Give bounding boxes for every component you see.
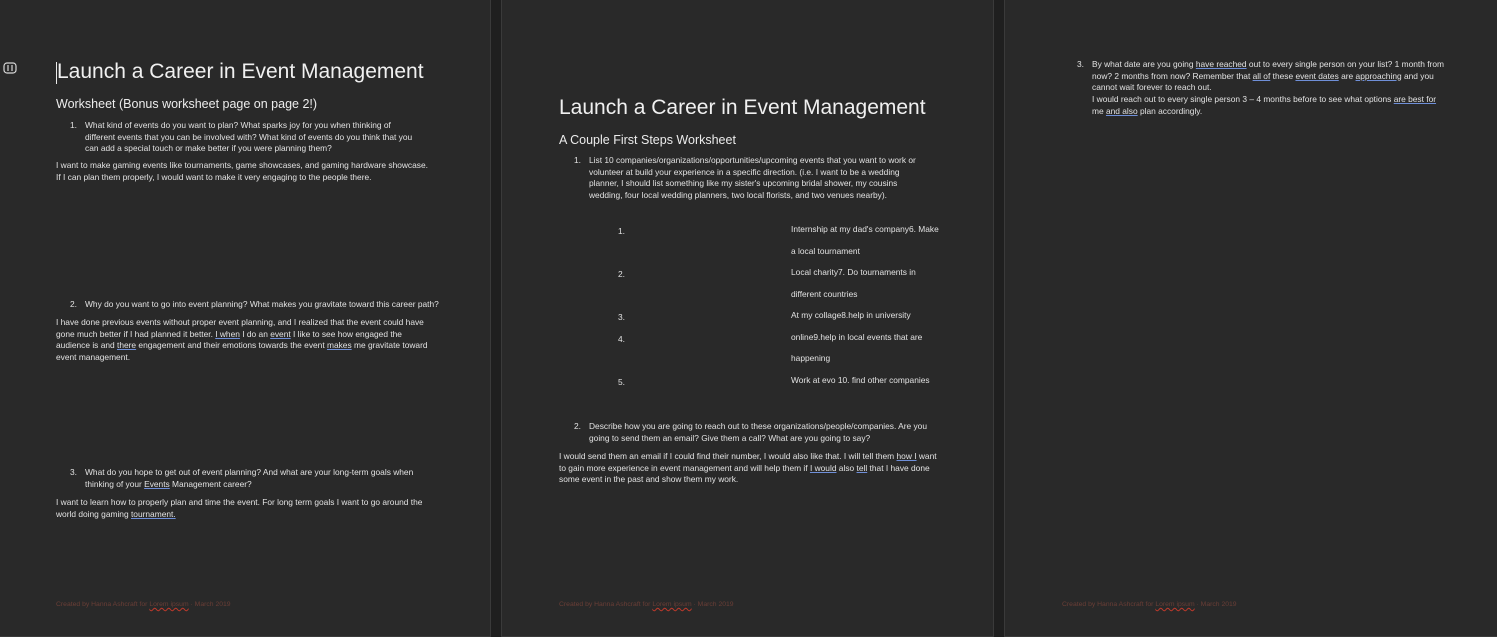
answer-text: I would send them an email if I could find their number, I would also like that. I will tell them xyxy=(559,451,897,461)
list-line: At my collage8.help in university xyxy=(791,310,911,320)
answer-text: I would reach out to every single person 3 – 4 months before to see what options xyxy=(1092,94,1394,104)
list-number: 4. xyxy=(618,334,625,344)
grammar-flag[interactable]: all of xyxy=(1252,70,1271,81)
question-text xyxy=(1077,59,1447,94)
list-number: 1. xyxy=(618,226,625,236)
grammar-flag[interactable]: I when xyxy=(215,328,240,339)
answer-1[interactable]: I want to make gaming events like tournaments, game showcases, and gaming hardware showcase. If I can plan them properly, I would want to make it very engaging to the people there. xyxy=(56,160,428,182)
footer-text: Created by Hanna Ashcraft for xyxy=(1062,601,1156,608)
grammar-flag[interactable]: are best for xyxy=(1393,94,1437,104)
question-text-part: Management career? xyxy=(169,478,252,489)
question-number: 3. xyxy=(70,467,77,477)
grammar-flag[interactable]: Events xyxy=(144,478,170,489)
answer-text: I like to see how engaged the audience is and xyxy=(56,328,402,350)
answer-text: that I have done some event in the past and show them my work. xyxy=(559,462,930,484)
list-number: 5. xyxy=(618,377,625,387)
answer-text: me xyxy=(1092,105,1106,116)
spelling-flag[interactable]: Lorem ipsum xyxy=(1155,601,1195,608)
question-1[interactable] xyxy=(574,155,926,201)
question-3[interactable] xyxy=(70,467,415,490)
grammar-flag[interactable]: and also xyxy=(1105,105,1138,116)
answer-text: also xyxy=(836,462,857,473)
question-text: What kind of events do you want to plan? What sparks joy for you when thinking of different events that you can be involved with? What kind of events do you think that you can add a special touch or make better if you were planning them? xyxy=(85,120,413,153)
page-title[interactable]: Launch a Career in Event Management xyxy=(559,96,926,119)
document-page-1 xyxy=(0,0,491,637)
answer-text: I do an xyxy=(239,328,271,339)
question-3[interactable] xyxy=(1077,59,1447,94)
grammar-flag[interactable]: I would xyxy=(809,462,837,473)
question-number: 1. xyxy=(70,120,77,130)
answer-2[interactable] xyxy=(56,317,436,363)
document-page-3 xyxy=(1004,0,1497,637)
footer-text: · March 2019 xyxy=(691,601,734,608)
question-text-part: out to every single person on your list? 1 month from now? 2 months from now? Remember that xyxy=(1092,59,1444,81)
grammar-flag[interactable]: how I xyxy=(896,451,917,461)
grammar-flag[interactable]: tournament. xyxy=(130,508,176,519)
question-text-part: are xyxy=(1338,70,1356,81)
list-line: a local tournament xyxy=(791,245,860,256)
list-line: Work at evo 10. find other companies xyxy=(791,374,930,385)
answer-text: want to gain more experience in event management and will help them if xyxy=(559,451,937,473)
grammar-flag[interactable]: have reached xyxy=(1195,59,1247,69)
footer-text: Created by Hanna Ashcraft for xyxy=(56,601,150,608)
question-text: List 10 companies/organizations/opportunities/upcoming events that you want to work or volunteer at build your experience in a specific direction. (i.e. I want to be a wedding planner, I should list something like my sister's upcoming bridal shower, my cousins wedding, four local wedding planners, two local florists, and two venues nearby). xyxy=(589,155,916,200)
answer-3[interactable] xyxy=(1092,94,1447,117)
spelling-flag[interactable]: Lorem ipsum xyxy=(149,601,189,608)
answer-text: me gravitate toward event management. xyxy=(56,340,428,362)
page-footer xyxy=(56,601,231,608)
question-text-part: By what date are you going xyxy=(1092,59,1196,69)
question-number: 3. xyxy=(1077,59,1084,69)
spelling-flag[interactable]: Lorem ipsum xyxy=(652,601,692,608)
list-line: Internship at my dad's company6. Make xyxy=(791,224,939,234)
question-1[interactable] xyxy=(70,120,422,155)
question-text: Describe how you are going to reach out to these organizations/people/companies. Are you going to send them an email? Give them a call? What are you going to say? xyxy=(589,421,928,443)
list-line: Local charity7. Do tournaments in xyxy=(791,267,916,277)
list-number: 2. xyxy=(618,269,625,279)
page-footer xyxy=(1062,601,1237,608)
grammar-flag[interactable]: event xyxy=(270,328,291,339)
answer-text: I want to learn how to properly plan and time the event. For long term goals I want to go around the world doing gaming xyxy=(56,497,423,519)
list-number: 3. xyxy=(618,312,625,322)
footer-text: · March 2019 xyxy=(1194,601,1237,608)
question-2[interactable] xyxy=(574,421,940,444)
question-number: 2. xyxy=(70,299,77,309)
question-text-part: these xyxy=(1270,70,1296,81)
footer-text: · March 2019 xyxy=(188,601,231,608)
list-line: different countries xyxy=(791,288,858,299)
answer-text: I have done previous events without proper event planning, and I realized that the event could have gone much better if I had planned it better. xyxy=(56,317,424,339)
page-subtitle[interactable]: A Couple First Steps Worksheet xyxy=(559,133,736,147)
grammar-flag[interactable]: makes xyxy=(326,340,352,350)
copilot-icon[interactable] xyxy=(3,61,17,79)
question-text-part: What do you hope to get out of event planning? And what are your long-term goals when thinking of your xyxy=(85,467,414,489)
page-subtitle[interactable]: Worksheet (Bonus worksheet page on page 2!) xyxy=(56,97,318,111)
grammar-flag[interactable]: event dates xyxy=(1295,70,1339,81)
page-title[interactable]: Launch a Career in Event Management xyxy=(57,60,424,83)
question-number: 2. xyxy=(574,421,581,431)
answer-2[interactable] xyxy=(559,451,939,486)
answer-text: engagement and their emotions towards the event xyxy=(136,340,327,350)
page-footer xyxy=(559,601,734,608)
opportunity-list[interactable] xyxy=(791,219,951,391)
answer-3[interactable] xyxy=(56,497,426,520)
question-number: 1. xyxy=(574,155,581,165)
question-2[interactable] xyxy=(70,299,442,311)
grammar-flag[interactable]: tell xyxy=(856,462,868,473)
question-text: Why do you want to go into event planning? What makes you gravitate toward this career path? xyxy=(85,299,439,309)
document-page-2 xyxy=(501,0,994,637)
grammar-flag[interactable]: approaching xyxy=(1355,70,1402,81)
question-text-part: and you cannot wait forever to reach out. xyxy=(1092,70,1434,92)
list-line: happening xyxy=(791,353,831,363)
question-text xyxy=(70,467,415,490)
list-line: online9.help in local events that are xyxy=(791,331,923,342)
footer-text: Created by Hanna Ashcraft for xyxy=(559,601,653,608)
grammar-flag[interactable]: there xyxy=(117,340,137,350)
answer-text: plan accordingly. xyxy=(1137,105,1203,116)
